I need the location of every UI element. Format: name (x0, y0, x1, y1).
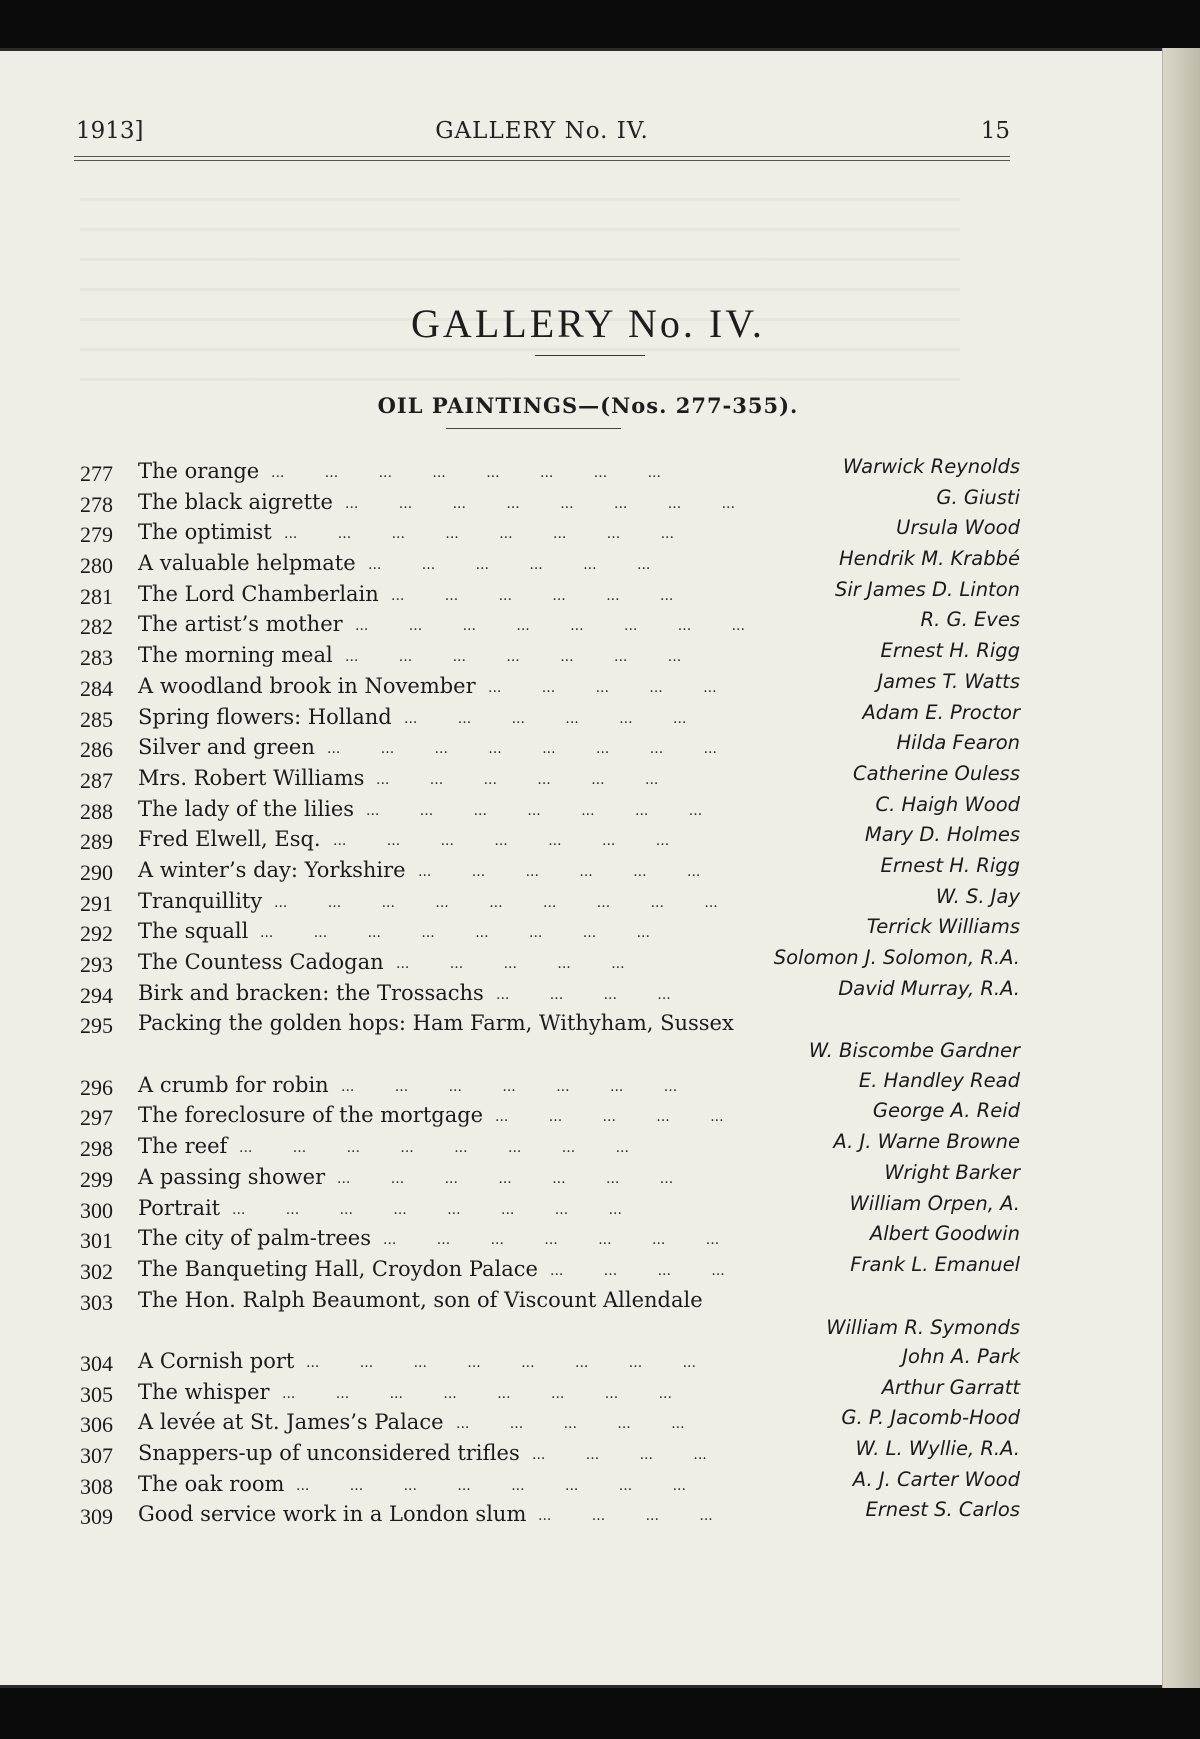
entry-title: Birk and bracken: the Trossachs (138, 980, 484, 1005)
gallery-title: GALLERY No. IV. (411, 301, 765, 346)
dot-leader: ... ... ... ... ... ... ... ... (345, 495, 735, 512)
entry-number: 300 (80, 1197, 113, 1223)
entry-title: The Banqueting Hall, Croydon Palace (138, 1256, 538, 1281)
page-edge (1162, 48, 1200, 1688)
entry-artist: W. Biscombe Gardner (808, 1039, 1020, 1063)
entry-artist: Adam E. Proctor (862, 700, 1020, 724)
dot-leader: ... ... ... ... ... ... ... ... (271, 465, 661, 481)
entry-title: Good service work in a London slum (138, 1502, 527, 1527)
header-title: GALLERY No. IV. (435, 118, 649, 144)
entry-artist: W. S. Jay (935, 884, 1020, 908)
dot-leader: ... ... ... ... ... ... (418, 863, 701, 880)
dot-leader: ... ... ... ... ... ... ... ... (296, 1477, 686, 1494)
entry-title: Snappers-up of unconsidered trifles (138, 1441, 520, 1466)
entry-artist: Hendrik M. Krabbé (838, 547, 1020, 571)
entry-number: 287 (80, 767, 113, 793)
entry-title: The orange (138, 459, 260, 483)
entry-number: 281 (80, 583, 113, 609)
catalogue-entry (80, 1344, 1020, 1380)
entry-title: The Hon. Ralph Beaumont, son of Viscount Allendale (138, 1287, 703, 1312)
section-heading: OIL PAINTINGS—(Nos. 277-355). (377, 393, 799, 418)
dot-leader: ... ... ... ... (550, 1262, 725, 1279)
entry-artist: Mary D. Holmes (864, 823, 1020, 847)
entry-title: Fred Elwell, Esq. (138, 827, 321, 852)
entry-number: 295 (80, 1013, 113, 1039)
entry-title: A woodland brook in November (138, 673, 476, 698)
dot-leader: ... ... ... ... ... ... ... ... (284, 526, 674, 543)
dot-leader: ... ... ... ... ... ... ... ... (260, 925, 650, 942)
entry-artist: Ernest H. Rigg (880, 853, 1020, 877)
entry-artist: A. J. Carter Wood (852, 1467, 1020, 1491)
entry-artist: G. P. Jacomb-Hood (841, 1406, 1020, 1430)
entry-number: 304 (80, 1350, 113, 1376)
dot-leader: ... ... ... ... ... ... ... ... ... (274, 894, 718, 911)
dot-leader: ... ... ... ... ... (488, 679, 717, 696)
dot-leader: ... ... ... ... ... ... ... ... (327, 741, 717, 758)
entry-number: 299 (80, 1166, 113, 1192)
entry-number: 280 (80, 553, 113, 579)
dot-leader: ... ... ... ... ... ... ... (345, 649, 682, 666)
dot-leader: ... ... ... ... ... ... ... (333, 833, 670, 850)
dot-leader: ... ... ... ... ... ... ... ... (282, 1385, 672, 1402)
dot-leader: ... ... ... ... ... (396, 956, 625, 972)
catalogue-entry (80, 455, 1020, 490)
entry-artist: James T. Watts (877, 669, 1020, 693)
entry-title: Packing the golden hops: Ham Farm, Withyham, Sussex (138, 1011, 734, 1036)
dot-leader: ... ... ... ... ... ... (391, 587, 674, 604)
entry-artist: Catherine Ouless (853, 761, 1020, 785)
entry-title: Spring flowers: Holland (138, 704, 392, 729)
catalogue-entry (80, 700, 1020, 736)
dot-leader: ... ... ... ... ... (456, 1416, 685, 1433)
entry-title: The foreclosure of the mortgage (138, 1103, 484, 1128)
entry-title: The squall (138, 919, 249, 944)
entry-title: The lady of the lilies (138, 796, 355, 821)
running-head (74, 118, 1010, 148)
catalogue-entry (80, 1288, 1020, 1349)
title-rule (535, 355, 645, 356)
entry-title: A Cornish port (138, 1348, 295, 1373)
catalogue-entry (80, 976, 1020, 1012)
entry-number: 301 (80, 1228, 113, 1254)
catalogue-entry (80, 1252, 1020, 1288)
entry-number: 285 (80, 706, 113, 732)
entry-number: 279 (80, 522, 113, 548)
entry-artist: Terrick Williams (866, 915, 1020, 939)
dot-leader: ... ... ... ... ... ... ... (337, 1170, 674, 1187)
dot-leader: ... ... ... ... ... ... (376, 771, 659, 788)
entry-artist: Ernest S. Carlos (865, 1498, 1020, 1522)
entry-artist: Sir James D. Linton (834, 577, 1020, 601)
entry-artist: R. G. Eves (920, 608, 1020, 632)
catalogue-entry (80, 577, 1020, 613)
entry-artist: John A. Park (902, 1344, 1020, 1368)
dot-leader: ... ... ... ... ... ... ... ... (239, 1140, 629, 1157)
dot-leader: ... ... ... ... (532, 1447, 707, 1464)
dot-leader: ... ... ... ... ... ... ... ... (306, 1354, 696, 1371)
entry-number: 286 (80, 737, 113, 763)
entry-number: 291 (80, 890, 113, 916)
catalogue-entry (80, 1011, 1020, 1072)
entry-number: 278 (80, 491, 113, 517)
entry-number: 306 (80, 1412, 113, 1438)
entry-artist: George A. Reid (872, 1099, 1020, 1123)
entry-number: 305 (80, 1381, 113, 1407)
entry-title: The Countess Cadogan (138, 950, 384, 974)
catalogue-entry (80, 608, 1020, 643)
catalogue-list (80, 455, 1020, 1533)
entry-number: 293 (80, 952, 113, 977)
entry-number: 309 (80, 1504, 113, 1530)
entry-title: The black aigrette (138, 489, 333, 514)
dot-leader: ... ... ... ... ... ... ... (341, 1078, 678, 1095)
entry-number: 283 (80, 645, 113, 671)
section-rule (446, 428, 621, 429)
entry-artist: Ursula Wood (896, 516, 1020, 540)
entry-number: 297 (80, 1105, 113, 1131)
dot-leader: ... ... ... ... ... ... (404, 710, 687, 727)
entry-title: The city of palm-trees (138, 1226, 371, 1251)
entry-title: The artist’s mother (138, 612, 343, 637)
entry-title: Mrs. Robert Williams (138, 765, 365, 790)
entry-artist: A. J. Warne Browne (833, 1130, 1020, 1154)
entry-title: Tranquillity (138, 888, 263, 913)
entry-artist: W. L. Wyllie, R.A. (855, 1437, 1020, 1461)
dot-leader: ... ... ... ... ... ... ... (366, 802, 703, 819)
entry-number: 308 (80, 1473, 113, 1499)
entry-title: The optimist (138, 520, 272, 545)
entry-artist: Warwick Reynolds (842, 455, 1020, 478)
entry-artist: Wright Barker (884, 1160, 1020, 1184)
page-number: 15 (980, 118, 1010, 144)
entry-number: 284 (80, 675, 113, 701)
entry-artist: Frank L. Emanuel (850, 1252, 1020, 1276)
entry-title: A winter’s day: Yorkshire (138, 857, 406, 882)
entry-title: A passing shower (138, 1164, 326, 1189)
entry-artist: Hilda Fearon (896, 731, 1020, 755)
entry-title: The morning meal (138, 643, 333, 668)
entry-title: Portrait (138, 1195, 221, 1220)
entry-title: A crumb for robin (138, 1072, 329, 1097)
entry-number: 294 (80, 982, 113, 1008)
entry-title: The reef (138, 1134, 228, 1159)
entry-number: 282 (80, 614, 113, 640)
header-year: 1913] (76, 118, 144, 144)
catalogue-entry (80, 1130, 1020, 1165)
entry-title: A levée at St. James’s Palace (138, 1410, 444, 1435)
dot-leader: ... ... ... ... ... ... ... ... (355, 618, 745, 635)
entry-title: A valuable helpmate (138, 551, 356, 576)
dot-leader: ... ... ... ... ... ... ... ... (232, 1201, 622, 1218)
entry-title: The Lord Chamberlain (138, 581, 379, 606)
entry-number: 303 (80, 1289, 113, 1315)
entry-artist: William R. Symonds (826, 1315, 1020, 1339)
entry-number: 289 (80, 829, 113, 855)
dot-leader: ... ... ... ... (496, 986, 671, 1003)
entry-artist: Albert Goodwin (869, 1222, 1020, 1246)
entry-artist: Ernest H. Rigg (880, 639, 1020, 663)
dot-leader: ... ... ... ... (538, 1508, 713, 1525)
dot-leader: ... ... ... ... ... (495, 1109, 724, 1126)
entry-artist: G. Giusti (936, 485, 1020, 509)
catalogue-entry (80, 1498, 1020, 1533)
entry-artist: E. Handley Read (858, 1068, 1020, 1092)
dot-leader: ... ... ... ... ... ... (368, 557, 651, 574)
entry-number: 302 (80, 1258, 113, 1284)
entry-artist: Arthur Garratt (881, 1375, 1020, 1399)
entry-number: 307 (80, 1443, 113, 1469)
entry-title: Silver and green (138, 735, 315, 760)
header-rule (74, 156, 1010, 161)
entry-title: The whisper (138, 1379, 270, 1404)
entry-title: The oak room (138, 1471, 285, 1496)
catalogue-entry (80, 853, 1020, 889)
entry-artist: Solomon J. Solomon, R.A. (773, 946, 1020, 969)
entry-number: 292 (80, 921, 113, 947)
entry-artist: David Murray, R.A. (838, 976, 1020, 1000)
entry-artist: William Orpen, A. (849, 1191, 1020, 1215)
catalogue-entry (80, 485, 1020, 521)
entry-number: 288 (80, 798, 113, 824)
entry-number: 296 (80, 1074, 113, 1100)
show-through-text (80, 180, 960, 400)
entry-number: 290 (80, 859, 113, 885)
entry-number: 298 (80, 1136, 113, 1162)
dot-leader: ... ... ... ... ... ... ... (383, 1232, 720, 1249)
entry-artist: C. Haigh Wood (875, 792, 1020, 816)
catalogue-entry (80, 823, 1020, 858)
entry-number: 277 (80, 461, 113, 486)
